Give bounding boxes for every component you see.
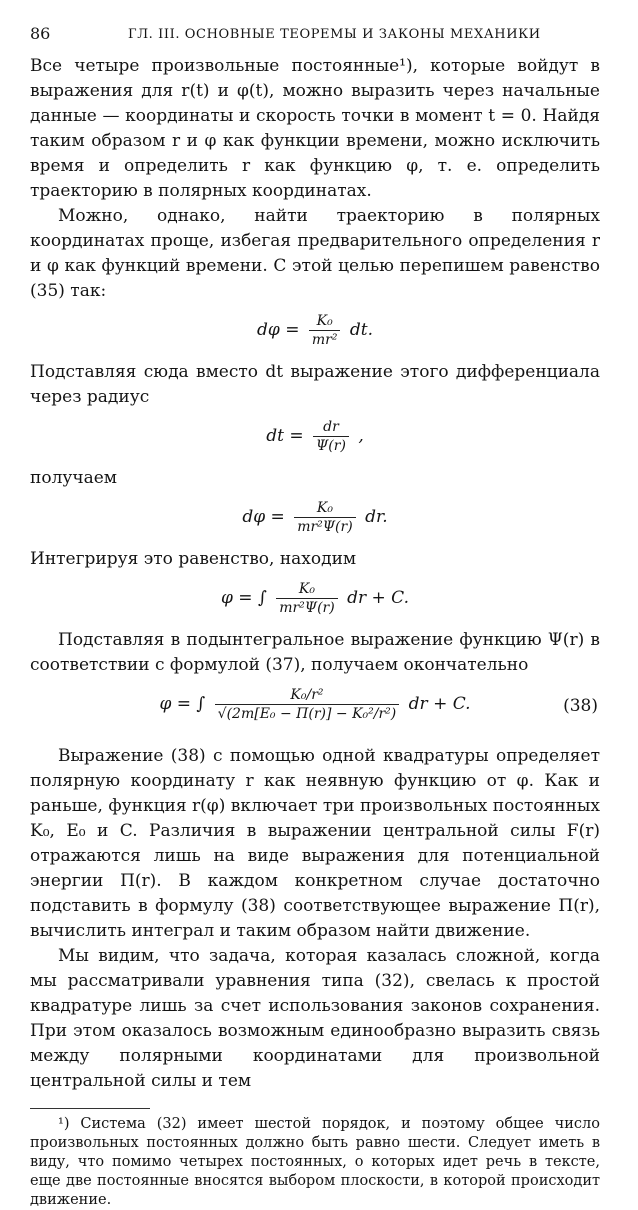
- footnote-divider: [30, 1108, 150, 1109]
- formula-lhs: dφ =: [242, 507, 285, 527]
- formula-lhs: dt =: [266, 426, 304, 446]
- numerator: K₀: [294, 499, 355, 518]
- denominator: mr²Ψ(r): [279, 600, 335, 616]
- paragraph-6: Подставляя в подынтегральное выражение функцию Ψ(r) в соответствии с формулой (37), получаем окончательно: [30, 630, 600, 675]
- formula-38: [30, 686, 600, 736]
- numerator: K₀/r²: [215, 686, 400, 705]
- formula-dphi-dr: [30, 499, 600, 539]
- formula-lhs: φ = ∫: [221, 588, 267, 608]
- paragraph-5: Интегрируя это равенство, находим: [30, 549, 357, 569]
- running-head: ГЛ. III. ОСНОВНЫЕ ТЕОРЕМЫ И ЗАКОНЫ МЕХАНИКИ: [128, 27, 541, 42]
- formula-dt: [30, 418, 600, 458]
- fraction: [309, 312, 341, 349]
- formula-lhs: dφ =: [257, 320, 300, 340]
- fraction: [313, 418, 349, 455]
- formula-dphi: [30, 312, 600, 352]
- denominator: mr²: [311, 332, 338, 348]
- formula-rhs: dt.: [349, 320, 373, 340]
- paragraph-2: Можно, однако, найти траекторию в полярных координатах проще, избегая предварительного определения r и φ как функций времени. С этой целью перепишем равенство (35) так:: [30, 206, 600, 301]
- formula-rhs: dr + C.: [408, 694, 471, 714]
- formula-rhs: dr.: [365, 507, 388, 527]
- footnote: ¹) Система (32) имеет шестой порядок, и поэтому общее число произвольных постоянных должно быть равно шести. Следует иметь в виду, что помимо четырех постоянных, о которых идет речь в тексте, еще две постоянные вносятся выбором плоскости, в которой происходит движение.: [30, 1116, 600, 1208]
- equation-number: (38): [563, 696, 598, 716]
- fraction: [276, 580, 337, 617]
- paragraph-8: Мы видим, что задача, которая казалась сложной, когда мы рассматривали уравнения типа (32), свелась к простой квадратуре лишь за счет использования законов сохранения. При этом оказалось возможным единообразно выразить связь между полярными координатами для произвольной центральной силы и тем: [30, 946, 600, 1091]
- formula-rhs: ,: [358, 426, 364, 446]
- numerator: K₀: [309, 312, 341, 331]
- denominator: Ψ(r): [316, 438, 346, 454]
- fraction: [294, 499, 355, 536]
- formula-integral: [30, 580, 600, 620]
- fraction: [215, 686, 400, 723]
- formula-lhs: φ = ∫: [159, 694, 206, 714]
- formula-rhs: dr + C.: [347, 588, 409, 608]
- numerator: K₀: [276, 580, 337, 599]
- page-header: [30, 24, 600, 54]
- denominator: √(2m[E₀ − Π(r)] − K₀²/r²): [217, 706, 397, 722]
- page-number: 86: [30, 24, 51, 43]
- denominator: mr²Ψ(r): [297, 519, 353, 535]
- paragraph-4: получаем: [30, 468, 118, 488]
- paragraph-7: Выражение (38) с помощью одной квадратуры определяет полярную координату r как неявную функцию от φ. Как и раньше, функция r(φ) включает три произвольных постоянных K₀, E₀ и C. Различия в выражении центральной силы F(r) отражаются лишь на виде выражения для потенциальной энергии Π(r). В каждом конкретном случае достаточно подставить в формулу (38) соответствующее выражение Π(r), вычислить интеграл и таким образом найти движение.: [30, 746, 600, 941]
- paragraph-1: Все четыре произвольные постоянные¹), которые войдут в выражения для r(t) и φ(t), можно выразить через начальные данные — координаты и скорость точки в момент t = 0. Найдя таким образом r и φ как функции времени, можно исключить время и определить r как функцию φ, т. е. определить траекторию в полярных координатах.: [30, 56, 600, 201]
- paragraph-3: Подставляя сюда вместо dt выражение этого дифференциала через радиус: [30, 362, 600, 407]
- numerator: dr: [313, 418, 349, 437]
